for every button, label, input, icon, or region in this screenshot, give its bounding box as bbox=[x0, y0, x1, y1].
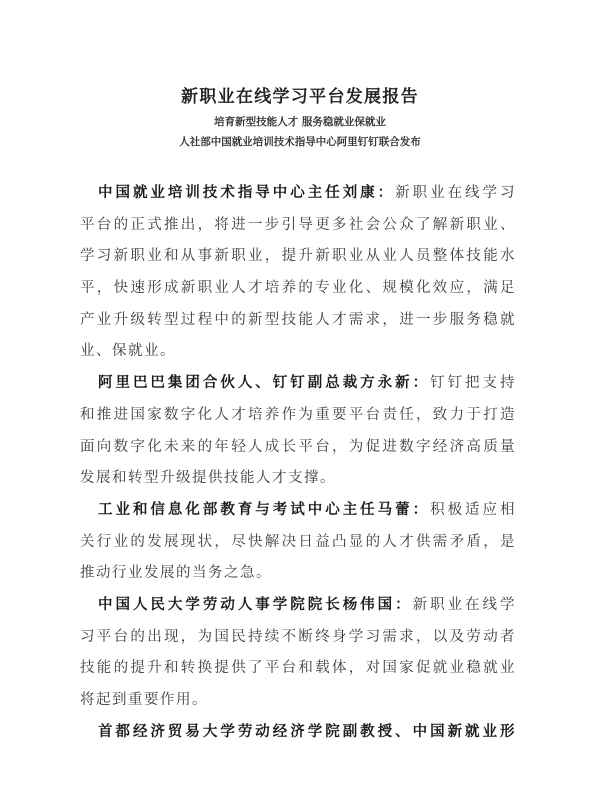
paragraph-line bbox=[80, 368, 516, 400]
statement-text: 产业升级转型过程中的新型技能人才需求，进一步服务稳就 bbox=[80, 311, 516, 328]
report-subtitle: 培育新型技能人才 服务稳就业保就业 bbox=[214, 116, 386, 128]
statement-text: 钉钉把支持 bbox=[430, 375, 517, 392]
statement-text: 积极适应相 bbox=[430, 501, 517, 518]
paragraph bbox=[80, 717, 516, 749]
paragraph-line bbox=[80, 432, 516, 464]
statement-text: 将起到重要作用。 bbox=[80, 692, 208, 708]
statement-text: 新职业在线学习 bbox=[395, 185, 517, 201]
paragraph-line bbox=[80, 463, 516, 495]
paragraph-line bbox=[80, 653, 516, 685]
paragraph-line bbox=[80, 622, 516, 654]
report-title: 新职业在线学习平台发展报告 bbox=[181, 87, 419, 107]
paragraph bbox=[80, 590, 516, 717]
paragraph-line bbox=[80, 241, 516, 273]
statement-text: 关行业的发展现状，尽快解决日益凸显的人才供需矛盾，是 bbox=[80, 533, 516, 550]
paragraph bbox=[80, 178, 516, 368]
statement-text: 平，快速形成新职业人才培养的专业化、规模化效应，满足 bbox=[80, 280, 516, 297]
speaker-name: 首都经济贸易大学劳动经济学院副教授、中国新就业形 bbox=[98, 723, 516, 740]
statement-text: 和推进国家数字化人才培养作为重要平台责任，致力于打造 bbox=[80, 406, 516, 423]
statement-text: 习平台的出现，为国民持续不断终身学习需求，以及劳动者 bbox=[80, 628, 516, 645]
paragraph-line bbox=[80, 558, 516, 590]
paragraph-line bbox=[80, 527, 516, 559]
statement-text: 新职业在线学 bbox=[412, 596, 517, 613]
paragraph-line bbox=[80, 210, 516, 242]
paragraph-line bbox=[80, 495, 516, 527]
paragraph-line bbox=[80, 178, 516, 210]
statement-text: 推动行业发展的当务之急。 bbox=[80, 565, 272, 582]
paragraph-line bbox=[80, 336, 516, 368]
paragraph-line bbox=[80, 717, 516, 749]
statement-text: 技能的提升和转换提供了平台和载体，对国家促就业稳就业 bbox=[80, 660, 516, 677]
report-publisher: 人社部中国就业培训技术指导中心阿里钉钉联合发布 bbox=[179, 136, 421, 148]
report-body bbox=[80, 178, 516, 748]
statement-text: 发展和转型升级提供技能人才支撑。 bbox=[80, 470, 336, 487]
paragraph-line bbox=[80, 273, 516, 305]
paragraph-line bbox=[80, 685, 516, 717]
statement-text: 面向数字化未来的年轻人成长平台，为促进数字经济高质量 bbox=[80, 438, 516, 455]
speaker-name: 工业和信息化部教育与考试中心主任马蕾： bbox=[98, 501, 431, 518]
paragraph-line bbox=[80, 400, 516, 432]
speaker-name: 中国人民大学劳动人事学院院长杨伟国： bbox=[98, 596, 413, 613]
statement-text: 业、保就业。 bbox=[80, 343, 176, 360]
statement-text: 平台的正式推出，将进一步引导更多社会公众了解新职业、 bbox=[80, 216, 516, 233]
paragraph bbox=[80, 368, 516, 495]
speaker-name: 阿里巴巴集团合伙人、钉钉副总裁方永新： bbox=[98, 375, 431, 392]
paragraph bbox=[80, 495, 516, 590]
paragraph-line bbox=[80, 305, 516, 337]
statement-text: 学习新职业和从事新职业，提升新职业从业人员整体技能水 bbox=[80, 248, 516, 265]
speaker-name: 中国就业培训技术指导中心主任刘康： bbox=[98, 185, 396, 201]
paragraph-line bbox=[80, 590, 516, 622]
